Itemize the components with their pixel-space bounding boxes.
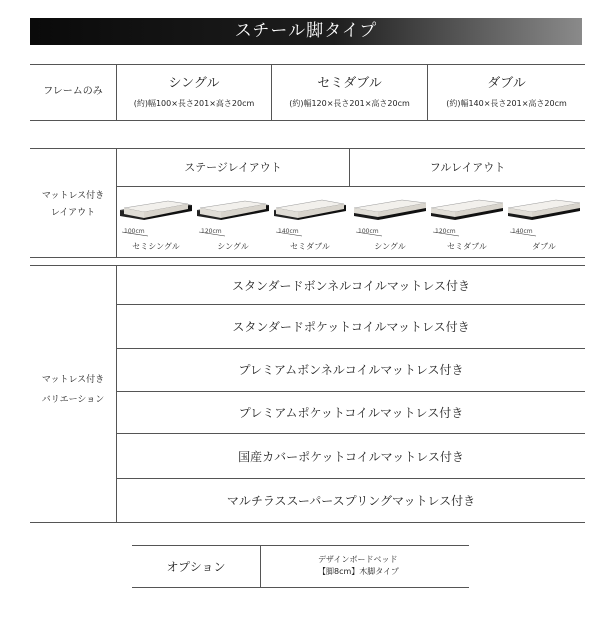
layout-thumb-name: セミダブル bbox=[447, 242, 487, 251]
divider bbox=[30, 522, 585, 523]
frame-option-name: ダブル bbox=[487, 76, 526, 91]
layout-thumb-name: シングル bbox=[374, 242, 406, 251]
layout-thumb-dim: 140cm bbox=[278, 228, 299, 235]
layout-thumb-full-single bbox=[352, 196, 428, 254]
frame-option-dims: (約)幅100×長さ201×高さ20cm bbox=[133, 99, 255, 108]
frame-only-label: フレームのみ bbox=[43, 86, 103, 97]
variation-item: スタンダードボンネルコイルマットレス付き bbox=[232, 279, 470, 293]
frame-option-semi-double bbox=[272, 76, 427, 110]
variation-item: 国産カバーポケットコイルマットレス付き bbox=[238, 450, 464, 464]
variation-item: プレミアムポケットコイルマットレス付き bbox=[238, 406, 464, 420]
divider bbox=[30, 265, 585, 266]
divider bbox=[132, 587, 469, 588]
divider bbox=[260, 545, 261, 587]
layout-thumb-name: セミダブル bbox=[290, 242, 330, 251]
divider bbox=[30, 148, 585, 149]
layout-thumb-name: ダブル bbox=[532, 242, 556, 251]
divider bbox=[132, 545, 469, 546]
layout-thumb-dim: 120cm bbox=[201, 228, 222, 235]
stage-layout-heading: ステージレイアウト bbox=[184, 161, 282, 174]
layout-label bbox=[30, 188, 116, 222]
layout-thumb-dim: 120cm bbox=[435, 228, 456, 235]
layout-thumb-stage-semi-single bbox=[118, 196, 194, 254]
frame-option-double bbox=[428, 76, 585, 110]
frame-option-name: セミダブル bbox=[317, 76, 382, 91]
divider bbox=[117, 433, 585, 434]
layout-thumb-dim: 100cm bbox=[124, 228, 145, 235]
frame-option-name: シングル bbox=[168, 76, 220, 91]
layout-label-line2: レイアウト bbox=[50, 208, 96, 218]
divider bbox=[30, 257, 585, 258]
layout-thumb-dim: 100cm bbox=[358, 228, 379, 235]
variation-label-line1: マットレス付き bbox=[41, 375, 105, 385]
option-desc-line1: デザインボードベッド bbox=[318, 555, 398, 564]
layout-thumb-dim: 140cm bbox=[512, 228, 533, 235]
option-desc-line2: 【脚8cm】木脚タイプ bbox=[318, 567, 399, 576]
divider bbox=[30, 120, 585, 121]
divider bbox=[117, 348, 585, 349]
variation-label-line2: バリエーション bbox=[41, 395, 105, 405]
layout-thumb-name: シングル bbox=[217, 242, 249, 251]
variation-label bbox=[30, 370, 116, 410]
layout-thumb-name: セミシングル bbox=[132, 242, 180, 251]
variation-item: スタンダードポケットコイルマットレス付き bbox=[232, 320, 470, 334]
option-label: オプション bbox=[166, 560, 226, 574]
layout-thumb-full-double bbox=[506, 196, 582, 254]
divider bbox=[117, 304, 585, 305]
divider bbox=[117, 391, 585, 392]
section-title: スチール脚タイプ bbox=[30, 18, 582, 45]
layout-label-line1: マットレス付き bbox=[41, 191, 105, 201]
divider bbox=[117, 478, 585, 479]
layout-thumb-stage-semi-double bbox=[272, 196, 348, 254]
frame-option-dims: (約)幅140×長さ201×高さ20cm bbox=[446, 99, 567, 108]
option-description bbox=[266, 554, 466, 578]
divider bbox=[117, 186, 585, 187]
variation-item: マルチラススーパースプリングマットレス付き bbox=[226, 494, 476, 508]
frame-option-single bbox=[117, 76, 271, 110]
frame-option-dims: (約)幅120×長さ201×高さ20cm bbox=[289, 99, 410, 108]
layout-thumb-stage-single bbox=[195, 196, 271, 254]
variation-item: プレミアムボンネルコイルマットレス付き bbox=[238, 363, 464, 377]
layout-thumb-full-semi-double bbox=[429, 196, 505, 254]
full-layout-heading: フルレイアウト bbox=[429, 161, 506, 174]
